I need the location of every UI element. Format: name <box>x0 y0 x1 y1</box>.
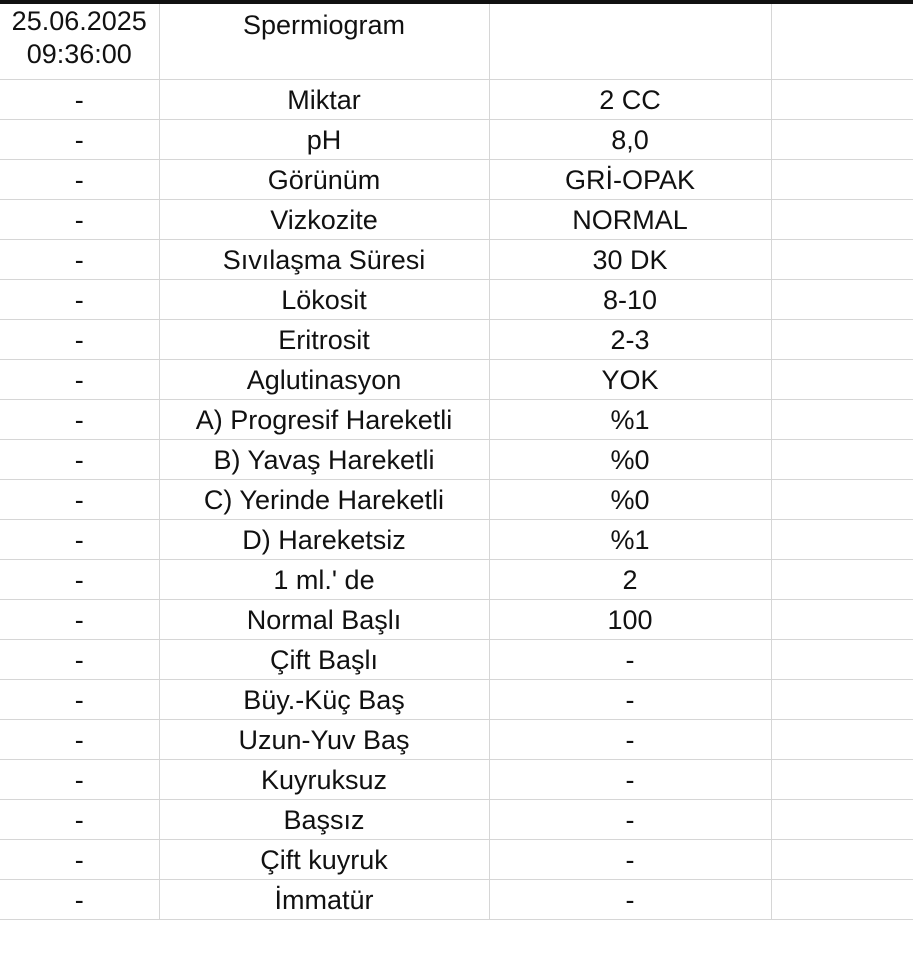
table-row <box>0 400 913 440</box>
row-empty-cell[interactable] <box>771 320 913 360</box>
row-value-cell[interactable]: 2-3 <box>489 320 771 360</box>
table-row <box>0 600 913 640</box>
row-label-cell[interactable]: Lökosit <box>159 280 489 320</box>
row-empty-cell[interactable] <box>771 800 913 840</box>
table-row <box>0 800 913 840</box>
row-empty-cell[interactable] <box>771 600 913 640</box>
header-row <box>0 4 913 80</box>
row-value-cell[interactable]: - <box>489 640 771 680</box>
row-marker-cell[interactable]: - <box>0 80 159 120</box>
report-date: 25.06.2025 <box>11 6 147 36</box>
table-row <box>0 480 913 520</box>
row-marker-cell[interactable]: - <box>0 520 159 560</box>
row-marker-cell[interactable]: - <box>0 280 159 320</box>
row-empty-cell[interactable] <box>771 200 913 240</box>
table-row <box>0 80 913 120</box>
table-row <box>0 680 913 720</box>
table-row <box>0 160 913 200</box>
row-value-cell[interactable]: - <box>489 680 771 720</box>
row-empty-cell[interactable] <box>771 680 913 720</box>
spermiogram-table <box>0 4 913 920</box>
row-value-cell[interactable]: 8-10 <box>489 280 771 320</box>
row-value-cell[interactable]: - <box>489 880 771 920</box>
row-label-cell[interactable]: Eritrosit <box>159 320 489 360</box>
row-label-cell[interactable]: pH <box>159 120 489 160</box>
row-value-cell[interactable]: - <box>489 800 771 840</box>
row-empty-cell[interactable] <box>771 360 913 400</box>
row-marker-cell[interactable]: - <box>0 240 159 280</box>
table-row <box>0 360 913 400</box>
table-row <box>0 760 913 800</box>
row-value-cell[interactable]: %1 <box>489 520 771 560</box>
row-empty-cell[interactable] <box>771 840 913 880</box>
row-value-cell[interactable]: - <box>489 760 771 800</box>
row-label-cell[interactable]: 1 ml.' de <box>159 560 489 600</box>
row-label-cell[interactable]: C) Yerinde Hareketli <box>159 480 489 520</box>
row-marker-cell[interactable]: - <box>0 400 159 440</box>
row-label-cell[interactable]: Sıvılaşma Süresi <box>159 240 489 280</box>
row-empty-cell[interactable] <box>771 120 913 160</box>
table-row <box>0 200 913 240</box>
table-row <box>0 440 913 480</box>
row-label-cell[interactable]: Büy.-Küç Baş <box>159 680 489 720</box>
table-row <box>0 880 913 920</box>
header-empty-cell[interactable] <box>489 4 771 80</box>
row-marker-cell[interactable]: - <box>0 120 159 160</box>
row-marker-cell[interactable]: - <box>0 360 159 400</box>
row-empty-cell[interactable] <box>771 480 913 520</box>
row-empty-cell[interactable] <box>771 160 913 200</box>
row-marker-cell[interactable]: - <box>0 800 159 840</box>
row-empty-cell[interactable] <box>771 440 913 480</box>
row-label-cell[interactable]: Görünüm <box>159 160 489 200</box>
row-label-cell[interactable]: Aglutinasyon <box>159 360 489 400</box>
row-label-cell[interactable]: D) Hareketsiz <box>159 520 489 560</box>
row-value-cell[interactable]: 2 <box>489 560 771 600</box>
table-row <box>0 720 913 760</box>
row-value-cell[interactable]: %1 <box>489 400 771 440</box>
row-value-cell[interactable]: %0 <box>489 440 771 480</box>
row-empty-cell[interactable] <box>771 240 913 280</box>
row-marker-cell[interactable]: - <box>0 320 159 360</box>
row-label-cell[interactable]: A) Progresif Hareketli <box>159 400 489 440</box>
row-marker-cell[interactable]: - <box>0 680 159 720</box>
row-marker-cell[interactable]: - <box>0 760 159 800</box>
table-row <box>0 520 913 560</box>
row-label-cell[interactable]: Başsız <box>159 800 489 840</box>
row-label-cell[interactable]: İmmatür <box>159 880 489 920</box>
row-marker-cell[interactable]: - <box>0 640 159 680</box>
table-row <box>0 560 913 600</box>
row-marker-cell[interactable]: - <box>0 840 159 880</box>
row-label-cell[interactable]: Çift Başlı <box>159 640 489 680</box>
row-value-cell[interactable]: NORMAL <box>489 200 771 240</box>
row-marker-cell[interactable]: - <box>0 600 159 640</box>
row-label-cell[interactable]: Kuyruksuz <box>159 760 489 800</box>
row-empty-cell[interactable] <box>771 880 913 920</box>
row-value-cell[interactable]: 8,0 <box>489 120 771 160</box>
row-value-cell[interactable]: - <box>489 720 771 760</box>
datetime-cell[interactable] <box>0 4 159 80</box>
row-marker-cell[interactable]: - <box>0 160 159 200</box>
table-row <box>0 280 913 320</box>
row-empty-cell[interactable] <box>771 720 913 760</box>
row-label-cell[interactable]: Vizkozite <box>159 200 489 240</box>
row-value-cell[interactable]: %0 <box>489 480 771 520</box>
row-value-cell[interactable]: GRİ-OPAK <box>489 160 771 200</box>
row-empty-cell[interactable] <box>771 640 913 680</box>
row-value-cell[interactable]: - <box>489 840 771 880</box>
row-marker-cell[interactable]: - <box>0 200 159 240</box>
table-body <box>0 4 913 920</box>
row-label-cell[interactable]: Uzun-Yuv Baş <box>159 720 489 760</box>
row-label-cell[interactable]: Normal Başlı <box>159 600 489 640</box>
header-empty-cell-extra[interactable] <box>771 4 913 80</box>
report-title[interactable]: Spermiogram <box>159 4 489 80</box>
table-row <box>0 320 913 360</box>
row-empty-cell[interactable] <box>771 520 913 560</box>
row-marker-cell[interactable]: - <box>0 880 159 920</box>
row-marker-cell[interactable]: - <box>0 560 159 600</box>
row-empty-cell[interactable] <box>771 80 913 120</box>
table-row <box>0 840 913 880</box>
row-empty-cell[interactable] <box>771 280 913 320</box>
table-row <box>0 120 913 160</box>
table-row <box>0 640 913 680</box>
row-marker-cell[interactable]: - <box>0 480 159 520</box>
row-value-cell[interactable]: 100 <box>489 600 771 640</box>
row-value-cell[interactable]: 2 CC <box>489 80 771 120</box>
row-empty-cell[interactable] <box>771 400 913 440</box>
row-marker-cell[interactable]: - <box>0 720 159 760</box>
row-label-cell[interactable]: Miktar <box>159 80 489 120</box>
report-time: 09:36:00 <box>26 39 132 69</box>
row-label-cell[interactable]: Çift kuyruk <box>159 840 489 880</box>
table-row <box>0 240 913 280</box>
row-empty-cell[interactable] <box>771 560 913 600</box>
row-value-cell[interactable]: YOK <box>489 360 771 400</box>
row-label-cell[interactable]: B) Yavaş Hareketli <box>159 440 489 480</box>
row-empty-cell[interactable] <box>771 760 913 800</box>
row-marker-cell[interactable]: - <box>0 440 159 480</box>
row-value-cell[interactable]: 30 DK <box>489 240 771 280</box>
